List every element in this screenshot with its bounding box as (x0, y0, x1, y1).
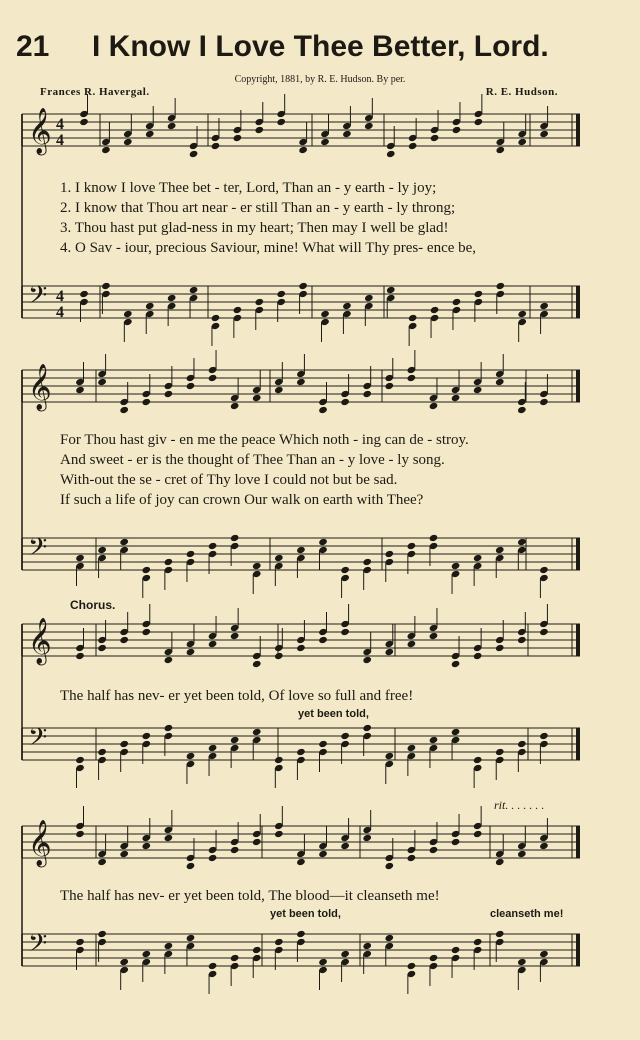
note-head (517, 406, 527, 414)
note-head (407, 854, 417, 862)
note-head (141, 566, 151, 574)
note-head (141, 398, 151, 406)
note-head (384, 752, 394, 760)
note-head (340, 950, 350, 958)
note-head (407, 744, 417, 752)
note-head (164, 558, 174, 566)
note-head (252, 562, 262, 570)
note-head (186, 550, 196, 558)
bass-clef: 𝄢 (28, 723, 48, 758)
note-head (276, 290, 286, 298)
final-bar-line (576, 826, 580, 858)
note-head (141, 732, 151, 740)
note-head (211, 314, 221, 322)
note-head (119, 636, 129, 644)
note-head (320, 310, 330, 318)
note-head (274, 830, 284, 838)
note-head (296, 858, 306, 866)
note-head (473, 830, 483, 838)
note-head (340, 732, 350, 740)
note-head (75, 938, 85, 946)
composer-credit: R. E. Hudson. (485, 86, 558, 98)
time-signature-top: 4 (56, 116, 64, 133)
note-head (119, 740, 129, 748)
note-head (429, 402, 439, 410)
note-head (386, 286, 396, 294)
chorus-echo-1: yet been told, (298, 708, 369, 720)
verse-1-line-b: For Thou hast giv - en me the peace Which noth - ing can de - stroy. (60, 432, 469, 448)
chorus-label: Chorus. (70, 598, 116, 612)
note-head (408, 142, 418, 150)
note-head (208, 854, 218, 862)
note-head (451, 946, 461, 954)
note-head (362, 558, 372, 566)
note-head (141, 842, 151, 850)
verse-1-line-a: 1. I know I love Thee bet - ter, Lord, Than an - y earth - ly joy; (60, 180, 437, 196)
copyright-notice: Copyright, 1881, by R. E. Hudson. By per. (234, 74, 406, 85)
note-head (473, 554, 483, 562)
note-head (539, 950, 549, 958)
note-head (230, 736, 240, 744)
note-head (97, 930, 107, 938)
note-head (407, 374, 417, 382)
note-head (430, 134, 440, 142)
note-head (296, 378, 306, 386)
note-head (408, 314, 418, 322)
note-head (298, 282, 308, 290)
note-head (384, 382, 394, 390)
note-head (164, 834, 174, 842)
note-head (252, 946, 262, 954)
note-head (211, 142, 221, 150)
note-head (342, 302, 352, 310)
note-head (230, 402, 240, 410)
note-head (208, 640, 218, 648)
note-head (495, 644, 505, 652)
note-head (119, 958, 129, 966)
note-head (429, 736, 439, 744)
note-head (384, 550, 394, 558)
note-head (296, 644, 306, 652)
note-head (539, 732, 549, 740)
verse-3-line-a: 3. Thou hast put glad-ness in my heart; Then may I well be glad! (60, 220, 449, 236)
note-head (318, 958, 328, 966)
note-head (230, 534, 240, 542)
note-head (340, 842, 350, 850)
note-head (230, 846, 240, 854)
note-head (276, 118, 286, 126)
note-head (474, 118, 484, 126)
note-head (79, 290, 89, 298)
note-head (252, 660, 262, 668)
note-head (252, 838, 262, 846)
note-head (362, 724, 372, 732)
note-head (539, 566, 549, 574)
final-bar-line (576, 286, 580, 318)
note-head (451, 838, 461, 846)
note-head (164, 942, 174, 950)
note-head (517, 958, 527, 966)
note-head (318, 406, 328, 414)
note-head (167, 294, 177, 302)
note-head (517, 310, 527, 318)
chorus-lyric-1: The half has nev- er yet been told, Of love so full and free! (60, 688, 414, 704)
hymn-title: I Know I Love Thee Better, Lord. (92, 30, 549, 63)
note-head (254, 298, 264, 306)
note-head (119, 406, 129, 414)
note-head (318, 538, 328, 546)
final-bar-line (576, 538, 580, 570)
note-head (274, 756, 284, 764)
note-head (429, 632, 439, 640)
note-head (186, 648, 196, 656)
note-head (79, 118, 89, 126)
note-head (495, 146, 505, 154)
note-head (517, 850, 527, 858)
note-head (452, 298, 462, 306)
note-head (75, 756, 85, 764)
note-head (495, 378, 505, 386)
note-head (75, 554, 85, 562)
note-head (362, 390, 372, 398)
note-head (296, 546, 306, 554)
note-head (473, 386, 483, 394)
note-head (386, 150, 396, 158)
note-head (164, 390, 174, 398)
note-head (123, 310, 133, 318)
time-signature-bottom: 4 (56, 304, 64, 321)
note-head (451, 562, 461, 570)
note-head (296, 930, 306, 938)
note-head (189, 150, 199, 158)
note-head (362, 942, 372, 950)
note-head (119, 850, 129, 858)
note-head (97, 546, 107, 554)
treble-clef: 𝄞 (28, 364, 52, 410)
note-head (384, 648, 394, 656)
hymn-number: 21 (16, 30, 50, 63)
note-head (473, 756, 483, 764)
note-head (186, 752, 196, 760)
final-bar-line (576, 624, 580, 656)
note-head (296, 748, 306, 756)
verse-3-line-b: With-out the se - cret of Thy love I could not but be sad. (60, 472, 398, 488)
note-head (539, 842, 549, 850)
note-head (473, 652, 483, 660)
note-head (145, 130, 155, 138)
note-head (233, 306, 243, 314)
note-head (517, 538, 527, 546)
note-head (340, 398, 350, 406)
note-head (208, 374, 218, 382)
note-head (320, 138, 330, 146)
note-head (97, 644, 107, 652)
note-head (364, 294, 374, 302)
final-bar-line (576, 370, 580, 402)
note-head (97, 378, 107, 386)
note-head (75, 652, 85, 660)
note-head (164, 656, 174, 664)
note-head (362, 656, 372, 664)
note-head (495, 858, 505, 866)
note-head (97, 858, 107, 866)
note-head (429, 954, 439, 962)
chorus-echo-2a: yet been told, (270, 908, 341, 920)
note-head (340, 628, 350, 636)
note-head (362, 834, 372, 842)
note-head (495, 282, 505, 290)
verse-4-line-b: If such a life of joy can crown Our walk on earth with Thee? (60, 492, 424, 508)
note-head (429, 846, 439, 854)
treble-clef: 𝄞 (28, 618, 52, 664)
author-credit: Frances R. Havergal. (40, 86, 150, 98)
note-head (274, 652, 284, 660)
final-bar-line (576, 728, 580, 760)
note-head (451, 728, 461, 736)
verse-4-line-a: 4. O Sav - iour, precious Saviour, mine! What will Thy pres- ence be, (60, 240, 477, 256)
note-head (495, 930, 505, 938)
note-head (342, 130, 352, 138)
final-bar-line (576, 114, 580, 146)
note-head (495, 546, 505, 554)
note-head (451, 660, 461, 668)
note-head (452, 126, 462, 134)
note-head (539, 398, 549, 406)
note-head (208, 542, 218, 550)
bass-clef: 𝄢 (28, 533, 48, 568)
treble-clef: 𝄞 (28, 820, 52, 866)
chorus-lyric-2: The half has nev- er yet been told, The blood—it cleanseth me! (60, 888, 440, 904)
ritardando-mark: rit. . . . . . . (494, 798, 545, 812)
note-head (384, 862, 394, 870)
note-head (539, 302, 549, 310)
chorus-echo-2b: cleanseth me! (490, 908, 564, 920)
note-head (141, 950, 151, 958)
note-head (230, 954, 240, 962)
note-head (208, 744, 218, 752)
note-head (407, 640, 417, 648)
note-head (429, 534, 439, 542)
note-head (164, 724, 174, 732)
note-head (208, 962, 218, 970)
note-head (539, 628, 549, 636)
note-head (451, 394, 461, 402)
note-head (407, 542, 417, 550)
note-head (186, 934, 196, 942)
note-head (167, 122, 177, 130)
note-head (123, 138, 133, 146)
note-head (340, 566, 350, 574)
final-bar-line (576, 934, 580, 966)
note-head (230, 632, 240, 640)
note-head (274, 554, 284, 562)
bass-clef: 𝄢 (28, 281, 48, 316)
note-head (75, 830, 85, 838)
note-head (186, 382, 196, 390)
verse-2-line-a: 2. I know that Thou art near - er still Than an - y earth - ly throng; (60, 200, 456, 216)
note-head (254, 126, 264, 134)
note-head (539, 130, 549, 138)
note-head (495, 748, 505, 756)
note-head (101, 282, 111, 290)
note-head (318, 740, 328, 748)
note-head (473, 938, 483, 946)
note-head (233, 134, 243, 142)
time-signature-bottom: 4 (56, 132, 64, 149)
note-head (252, 394, 262, 402)
verse-2-line-b: And sweet - er is the thought of Thee Than an - y love - ly song. (60, 452, 445, 468)
time-signature-top: 4 (56, 288, 64, 305)
note-head (298, 146, 308, 154)
bass-clef: 𝄢 (28, 929, 48, 964)
note-head (274, 938, 284, 946)
note-head (430, 306, 440, 314)
note-head (252, 728, 262, 736)
note-head (101, 146, 111, 154)
note-head (75, 386, 85, 394)
note-head (274, 386, 284, 394)
note-head (517, 138, 527, 146)
note-head (189, 286, 199, 294)
note-head (145, 302, 155, 310)
treble-clef: 𝄞 (28, 108, 52, 154)
note-head (97, 748, 107, 756)
note-head (517, 636, 527, 644)
note-head (318, 636, 328, 644)
note-head (141, 628, 151, 636)
note-head (517, 740, 527, 748)
note-head (474, 290, 484, 298)
note-head (186, 862, 196, 870)
note-head (318, 850, 328, 858)
note-head (364, 122, 374, 130)
note-head (119, 538, 129, 546)
note-head (407, 962, 417, 970)
note-head (384, 934, 394, 942)
